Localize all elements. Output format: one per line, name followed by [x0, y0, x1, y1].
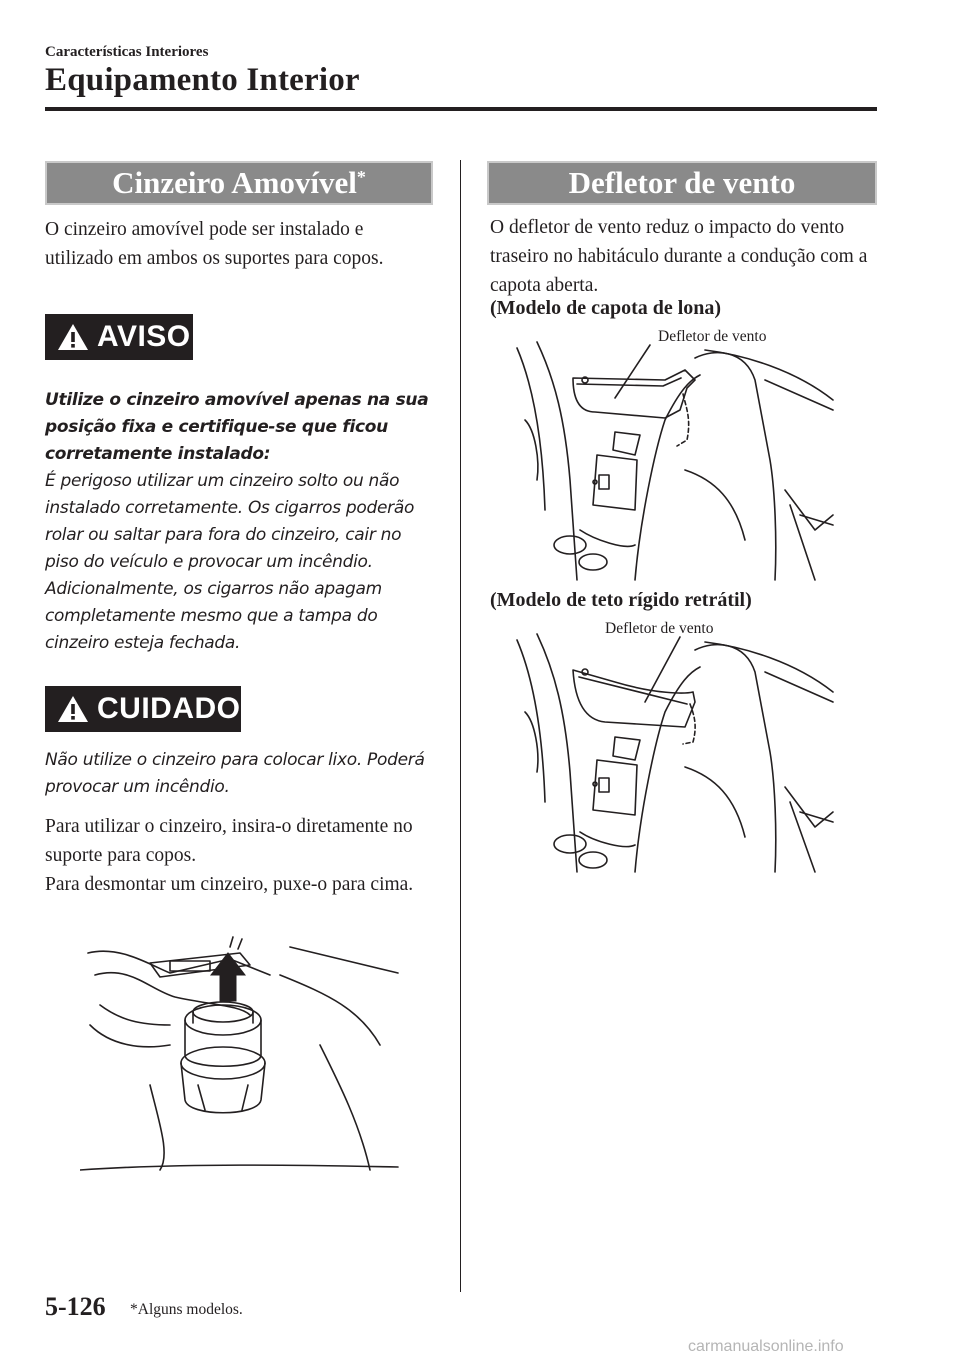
page-number: 5-126: [45, 1292, 106, 1321]
model2-heading: (Modelo de teto rígido retrátil): [490, 589, 752, 611]
wind-deflector-banner: [487, 161, 877, 205]
ashtray-intro: [45, 215, 435, 279]
some-models-marker: *: [356, 167, 366, 187]
hard-top-deflector-illustration: [515, 632, 835, 874]
ashtray-instruction-insert: Para utilizar o cinzeiro, insira-o diretamente no suporte para copos.: [45, 816, 413, 866]
warning-triangle-icon: [57, 323, 89, 351]
cuidado-label: CUIDADO: [97, 692, 241, 725]
model1-heading: (Modelo de capota de lona): [490, 297, 722, 319]
wind-deflector-title: Defletor de vento: [568, 165, 796, 200]
model2-callout: Defletor de vento: [605, 620, 714, 637]
ashtray-section-title: Cinzeiro Amovível: [112, 165, 357, 200]
aviso-bold-text: Utilize o cinzeiro amovível apenas na sua posição fixa e certifique-se que ficou corretamente instalado:: [45, 390, 429, 464]
cuidado-text: Não utilize o cinzeiro para colocar lixo. Poderá provocar um incêndio.: [45, 750, 425, 797]
column-divider: [460, 160, 461, 1292]
wind-deflector-intro: O defletor de vento reduz o impacto do vento traseiro no habitáculo durante a condução com a capota aberta.: [490, 217, 868, 296]
ashtray-instruction-remove: Para desmontar um cinzeiro, puxe-o para cima.: [45, 874, 414, 895]
ashtray-instructions: [45, 812, 437, 899]
ashtray-intro-text: O cinzeiro amovível pode ser instalado e utilizado em ambos os suportes para copos.: [45, 219, 384, 269]
ashtray-removal-illustration: [80, 935, 400, 1185]
aviso-text-block: [45, 387, 437, 657]
ashtray-section-banner: [45, 161, 433, 205]
aviso-text: É perigoso utilizar um cinzeiro solto ou não instalado corretamente. Os cigarros poderão rolar ou saltar para fora do cinzeiro, cair no piso do veículo e provocar um incêndio. Adicionalmente, os cigarros não apagam completamente mesmo que a tampa do cinzeiro esteja fechada.: [45, 471, 415, 653]
header-rule: [45, 107, 877, 111]
model1-callout: Defletor de vento: [658, 328, 767, 345]
cuidado-badge: [45, 686, 241, 732]
soft-top-deflector-illustration: [515, 340, 835, 582]
section-kicker: Características Interiores: [45, 44, 209, 60]
page-title: Equipamento Interior: [45, 62, 360, 98]
watermark: carmanualsonline.info: [688, 1338, 844, 1355]
warning-triangle-icon: [57, 695, 89, 723]
aviso-badge: [45, 314, 193, 360]
aviso-label: AVISO: [97, 320, 191, 353]
footnote: *Alguns modelos.: [130, 1301, 243, 1318]
